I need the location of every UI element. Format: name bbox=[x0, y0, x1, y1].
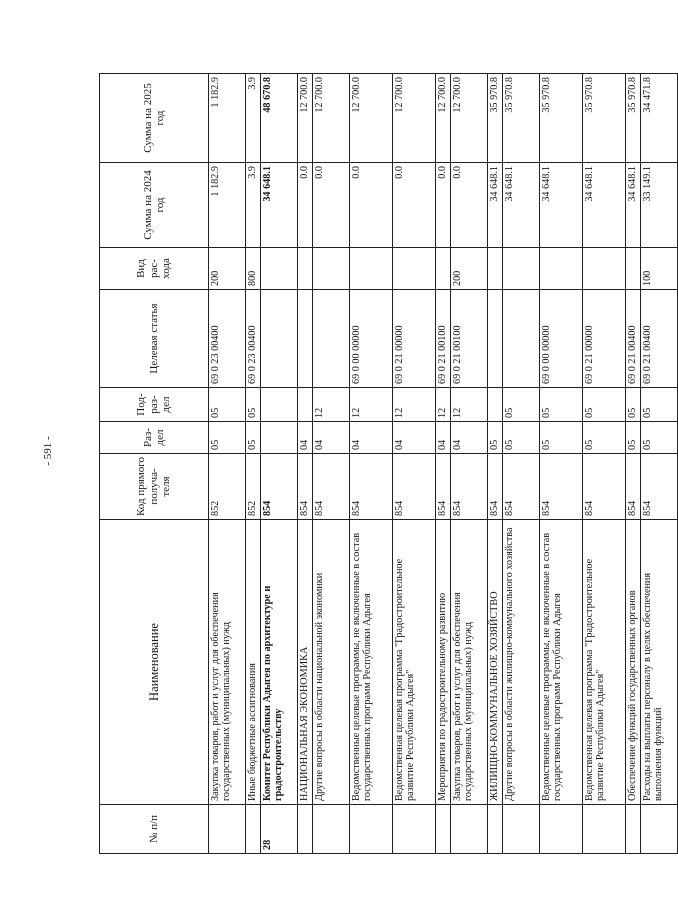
cell-sum2025: 12 700.0 bbox=[313, 74, 350, 163]
page-number: - 591 - bbox=[42, 436, 54, 466]
table-row bbox=[540, 74, 583, 854]
cell-sum2025: 1 182.9 bbox=[209, 74, 246, 163]
cell-target bbox=[503, 290, 540, 388]
cell-sum2024: 1 182.9 bbox=[209, 163, 246, 248]
cell-target: 69 0 21 00400 bbox=[626, 290, 641, 388]
cell-name: Ведомственные целевые программы, не включенные в состав государственных программ Республики Адыгея bbox=[350, 520, 393, 805]
table-row bbox=[313, 74, 350, 854]
cell-subsection bbox=[298, 388, 313, 422]
cell-target bbox=[298, 290, 313, 388]
cell-no bbox=[641, 805, 678, 854]
cell-exptype bbox=[393, 248, 436, 290]
header-name: Наименование bbox=[100, 520, 209, 805]
cell-no bbox=[488, 805, 503, 854]
cell-recipient: 852 bbox=[246, 454, 261, 520]
cell-sum2024: 34 648.1 bbox=[540, 163, 583, 248]
cell-no bbox=[350, 805, 393, 854]
cell-sum2024: 0.0 bbox=[298, 163, 313, 248]
cell-recipient: 852 bbox=[209, 454, 246, 520]
table-row bbox=[503, 74, 540, 854]
header-exptype: Вид рас- хода bbox=[100, 248, 209, 290]
cell-sum2025: 35 970.8 bbox=[583, 74, 626, 163]
cell-sum2025: 12 700.0 bbox=[350, 74, 393, 163]
cell-recipient: 854 bbox=[393, 454, 436, 520]
cell-name: Ведомственные целевые программы, не включенные в состав государственных программ Республики Адыгея bbox=[540, 520, 583, 805]
cell-exptype: 200 bbox=[451, 248, 488, 290]
cell-sum2024: 34 648.1 bbox=[503, 163, 540, 248]
cell-name: Закупка товаров, работ и услуг для обеспечения государственных (муниципальных) нужд bbox=[209, 520, 246, 805]
cell-section: 05 bbox=[626, 422, 641, 454]
header-target: Целевая статья bbox=[100, 290, 209, 388]
cell-recipient: 854 bbox=[436, 454, 451, 520]
cell-sum2024: 34 648.1 bbox=[583, 163, 626, 248]
header-no: № п/п bbox=[100, 805, 209, 854]
cell-recipient: 854 bbox=[451, 454, 488, 520]
cell-sum2025: 35 970.8 bbox=[488, 74, 503, 163]
cell-target bbox=[261, 290, 298, 388]
cell-exptype: 100 bbox=[641, 248, 678, 290]
cell-subsection: 12 bbox=[393, 388, 436, 422]
cell-section bbox=[261, 422, 298, 454]
cell-no bbox=[313, 805, 350, 854]
cell-subsection: 05 bbox=[540, 388, 583, 422]
cell-exptype bbox=[298, 248, 313, 290]
cell-exptype bbox=[503, 248, 540, 290]
cell-exptype bbox=[436, 248, 451, 290]
table-row bbox=[298, 74, 313, 854]
cell-exptype: 200 bbox=[209, 248, 246, 290]
cell-no bbox=[451, 805, 488, 854]
cell-section: 05 bbox=[583, 422, 626, 454]
table-row bbox=[626, 74, 641, 854]
cell-name: Другие вопросы в области национальной экономики bbox=[313, 520, 350, 805]
cell-no: 28 bbox=[261, 805, 298, 854]
cell-sum2025: 12 700.0 bbox=[451, 74, 488, 163]
cell-no bbox=[583, 805, 626, 854]
cell-target: 69 0 23 00400 bbox=[246, 290, 261, 388]
cell-exptype bbox=[583, 248, 626, 290]
cell-subsection: 05 bbox=[246, 388, 261, 422]
budget-table bbox=[99, 73, 678, 854]
cell-sum2024: 0.0 bbox=[451, 163, 488, 248]
cell-section: 05 bbox=[540, 422, 583, 454]
cell-section: 04 bbox=[393, 422, 436, 454]
table-row bbox=[350, 74, 393, 854]
cell-recipient: 854 bbox=[298, 454, 313, 520]
cell-no bbox=[246, 805, 261, 854]
table-row bbox=[209, 74, 246, 854]
cell-name: Другие вопросы в области жилищно-коммунального хозяйства bbox=[503, 520, 540, 805]
table-row bbox=[451, 74, 488, 854]
cell-name: Комитет Республики Адыгея по архитектуре и градостроительству bbox=[261, 520, 298, 805]
cell-sum2025: 48 670.8 bbox=[261, 74, 298, 163]
cell-subsection: 05 bbox=[583, 388, 626, 422]
cell-recipient: 854 bbox=[641, 454, 678, 520]
cell-exptype bbox=[626, 248, 641, 290]
cell-sum2025: 12 700.0 bbox=[298, 74, 313, 163]
cell-target bbox=[488, 290, 503, 388]
header-section: Раз- дел bbox=[100, 422, 209, 454]
cell-no bbox=[393, 805, 436, 854]
cell-section: 04 bbox=[451, 422, 488, 454]
cell-section: 05 bbox=[503, 422, 540, 454]
cell-sum2024: 0.0 bbox=[436, 163, 451, 248]
cell-name: Иные бюджетные ассигнования bbox=[246, 520, 261, 805]
cell-sum2025: 35 970.8 bbox=[540, 74, 583, 163]
cell-subsection bbox=[261, 388, 298, 422]
cell-sum2025: 35 970.8 bbox=[503, 74, 540, 163]
cell-name: Закупка товаров, работ и услуг для обеспечения государственных (муниципальных) нужд bbox=[451, 520, 488, 805]
header-sum2024: Сумма на 2024 год bbox=[100, 163, 209, 248]
cell-name: Ведомственная целевая программа "Градостроительное развитие Республики Адыгея" bbox=[583, 520, 626, 805]
cell-target: 69 0 21 00100 bbox=[436, 290, 451, 388]
cell-sum2025: 12 700.0 bbox=[393, 74, 436, 163]
cell-recipient: 854 bbox=[488, 454, 503, 520]
cell-subsection: 05 bbox=[503, 388, 540, 422]
cell-no bbox=[298, 805, 313, 854]
cell-name: Обеспечение функций государственных органов bbox=[626, 520, 641, 805]
cell-subsection: 05 bbox=[641, 388, 678, 422]
cell-subsection bbox=[488, 388, 503, 422]
cell-sum2024: 34 648.1 bbox=[261, 163, 298, 248]
cell-subsection: 12 bbox=[313, 388, 350, 422]
cell-recipient: 854 bbox=[313, 454, 350, 520]
cell-sum2025: 35 970.8 bbox=[626, 74, 641, 163]
cell-subsection: 12 bbox=[436, 388, 451, 422]
cell-exptype: 800 bbox=[246, 248, 261, 290]
cell-exptype bbox=[540, 248, 583, 290]
table-row bbox=[641, 74, 678, 854]
table-row bbox=[246, 74, 261, 854]
cell-recipient: 854 bbox=[261, 454, 298, 520]
cell-section: 05 bbox=[209, 422, 246, 454]
cell-subsection: 12 bbox=[350, 388, 393, 422]
header-subsection: Под- раз- дел bbox=[100, 388, 209, 422]
cell-name: ЖИЛИЩНО-КОММУНАЛЬНОЕ ХОЗЯЙСТВО bbox=[488, 520, 503, 805]
header-recipient: Код прямого получа- теля bbox=[100, 454, 209, 520]
cell-exptype bbox=[313, 248, 350, 290]
cell-exptype bbox=[350, 248, 393, 290]
cell-section: 04 bbox=[350, 422, 393, 454]
cell-sum2024: 3.9 bbox=[246, 163, 261, 248]
cell-sum2025: 12 700.0 bbox=[436, 74, 451, 163]
cell-sum2024: 34 648.1 bbox=[488, 163, 503, 248]
cell-section: 05 bbox=[641, 422, 678, 454]
cell-target: 69 0 23 00400 bbox=[209, 290, 246, 388]
cell-no bbox=[209, 805, 246, 854]
cell-subsection: 05 bbox=[626, 388, 641, 422]
table-row bbox=[488, 74, 503, 854]
cell-name: Ведомственная целевая программа "Градостроительное развитие Республики Адыгея" bbox=[393, 520, 436, 805]
cell-no bbox=[540, 805, 583, 854]
cell-target: 69 0 21 00100 bbox=[451, 290, 488, 388]
table-row bbox=[261, 74, 298, 854]
cell-subsection: 12 bbox=[451, 388, 488, 422]
cell-recipient: 854 bbox=[503, 454, 540, 520]
cell-no bbox=[626, 805, 641, 854]
cell-sum2024: 0.0 bbox=[350, 163, 393, 248]
cell-name: Мероприятия по градостроительному развитию bbox=[436, 520, 451, 805]
table-row bbox=[583, 74, 626, 854]
cell-sum2025: 3.9 bbox=[246, 74, 261, 163]
cell-recipient: 854 bbox=[583, 454, 626, 520]
cell-target: 69 0 00 00000 bbox=[350, 290, 393, 388]
cell-name: НАЦИОНАЛЬНАЯ ЭКОНОМИКА bbox=[298, 520, 313, 805]
cell-name: Расходы на выплаты персоналу в целях обеспечения выполнения функций bbox=[641, 520, 678, 805]
cell-target: 69 0 21 00000 bbox=[393, 290, 436, 388]
header-sum2025: Сумма на 2025 год bbox=[100, 74, 209, 163]
cell-recipient: 854 bbox=[540, 454, 583, 520]
cell-sum2024: 0.0 bbox=[393, 163, 436, 248]
budget-table-container bbox=[99, 74, 665, 854]
table-row bbox=[393, 74, 436, 854]
header-row bbox=[100, 74, 209, 854]
cell-target: 69 0 21 00400 bbox=[641, 290, 678, 388]
cell-sum2024: 33 149.1 bbox=[641, 163, 678, 248]
cell-sum2025: 34 471.8 bbox=[641, 74, 678, 163]
cell-section: 04 bbox=[436, 422, 451, 454]
cell-no bbox=[503, 805, 540, 854]
cell-no bbox=[436, 805, 451, 854]
cell-recipient: 854 bbox=[626, 454, 641, 520]
cell-section: 05 bbox=[246, 422, 261, 454]
cell-section: 05 bbox=[488, 422, 503, 454]
cell-section: 04 bbox=[298, 422, 313, 454]
cell-target: 69 0 21 00000 bbox=[583, 290, 626, 388]
cell-subsection: 05 bbox=[209, 388, 246, 422]
table-row bbox=[436, 74, 451, 854]
cell-section: 04 bbox=[313, 422, 350, 454]
cell-exptype bbox=[488, 248, 503, 290]
cell-target bbox=[313, 290, 350, 388]
cell-exptype bbox=[261, 248, 298, 290]
cell-recipient: 854 bbox=[350, 454, 393, 520]
cell-sum2024: 0.0 bbox=[313, 163, 350, 248]
cell-target: 69 0 00 00000 bbox=[540, 290, 583, 388]
cell-sum2024: 34 648.1 bbox=[626, 163, 641, 248]
